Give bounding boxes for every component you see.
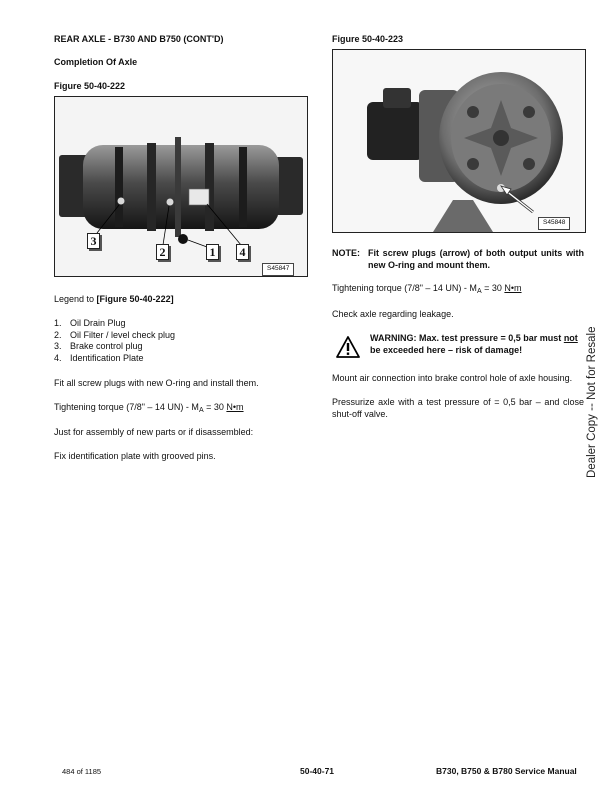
legend-list	[54, 318, 175, 365]
side-watermark: Dealer Copy -- Not for Resale	[586, 326, 598, 478]
note-text: Fit screw plugs (arrow) of both output units with new O-ring and mount them.	[368, 248, 584, 270]
torque-right: Tightening torque (7/8" – 14 $UN) - M_A = 30$ N•m	[332, 283, 522, 295]
page-count: 484 of 1185	[62, 767, 102, 776]
list-item: 4. Identification Plate	[54, 353, 144, 364]
figure-right-code: S45848	[538, 217, 570, 230]
legend-figure-ref[interactable]: [Figure 50-40-222]	[96, 294, 174, 304]
callout-4: 4	[236, 244, 249, 260]
figure-right-label: Figure 50-40-223	[332, 34, 404, 44]
figure-left-code: S45847	[262, 263, 294, 276]
para-pressurize: Pressurize axle with a test pressure of = 0,5 bar – and close shut-off valve.	[332, 397, 584, 419]
torque-left: Tightening torque (7/8" – 14 $UN) - M_A = 30$ N•m	[54, 402, 244, 414]
figure-left-frame	[54, 96, 308, 277]
axle-photo-right	[333, 50, 585, 232]
figure-right-frame	[332, 49, 586, 233]
axle-photo-left	[55, 97, 307, 276]
note-label: NOTE:	[332, 248, 360, 258]
section-title: REAR AXLE - B730 AND B750 (CONT'D)	[54, 34, 224, 44]
warning-text: WARNING: Max. test pressure = 0,5 bar must not be exceeded here – risk of damage!	[370, 333, 578, 355]
subsection-title: Completion Of Axle	[54, 57, 138, 67]
warning-triangle-icon	[336, 336, 360, 362]
para-fit-plugs: Fit all screw plugs with new O-ring and install them.	[54, 378, 259, 388]
para-assembly: Just for assembly of new parts or if disassembled:	[54, 427, 254, 437]
note-block	[332, 248, 584, 271]
legend-heading: Legend to [Figure 50-40-222]	[54, 294, 174, 304]
manual-title: B730, B750 & B780 Service Manual	[436, 766, 577, 776]
list-item: 2. Oil Filter / level check plug	[54, 329, 176, 340]
page-number: 50-40-71	[300, 766, 335, 776]
para-leakage: Check axle regarding leakage.	[332, 309, 454, 319]
figure-left-label: Figure 50-40-222	[54, 81, 126, 91]
callout-1: 1	[206, 244, 219, 260]
list-item: 3. Brake control plug	[54, 341, 143, 352]
list-item: 1. Oil Drain Plug	[54, 318, 126, 328]
callout-3: 3	[87, 233, 100, 249]
para-plate: Fix identification plate with grooved pins.	[54, 451, 216, 461]
para-mount-air: Mount air connection into brake control hole of axle housing.	[332, 373, 573, 383]
callout-2: 2	[156, 244, 169, 260]
